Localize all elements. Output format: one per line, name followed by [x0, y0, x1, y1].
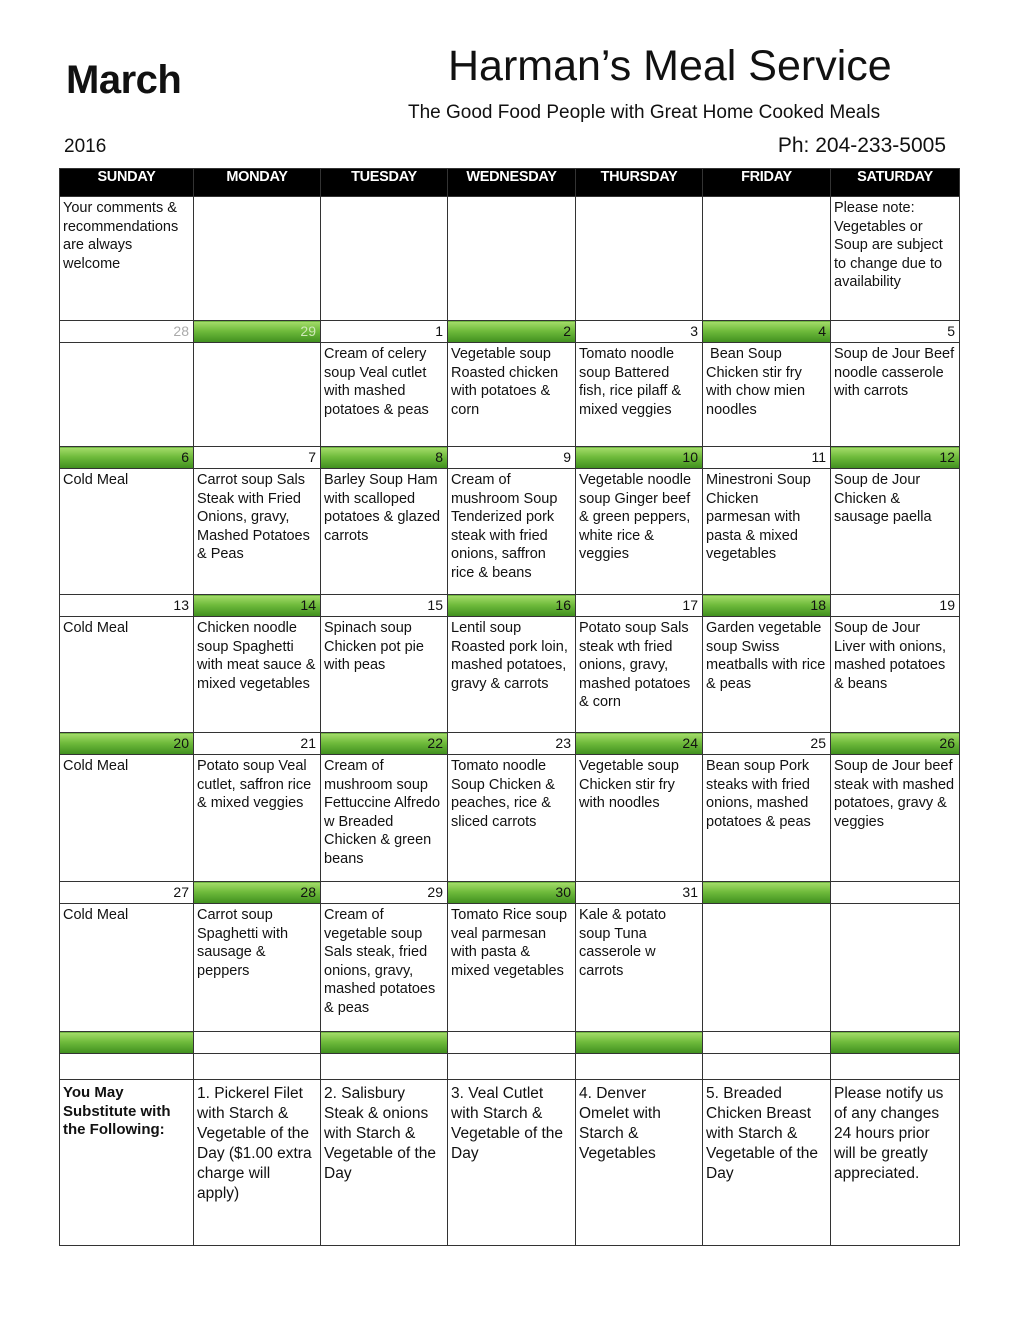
date-number: 29 — [321, 882, 448, 904]
empty-cell — [60, 1054, 194, 1080]
empty-cell — [194, 1054, 321, 1080]
date-number — [448, 1032, 576, 1054]
meal-cell: Cold Meal — [60, 755, 194, 882]
meal-cell: Cream of mushroom Soup Tenderized pork steak with fried onions, saffron rice & beans — [448, 469, 576, 595]
meal-cell: Tomato noodle Soup Chicken & peaches, rice & sliced carrots — [448, 755, 576, 882]
date-number: 31 — [576, 882, 703, 904]
empty-cell — [194, 197, 321, 321]
meal-cell: Vegetable soup Roasted chicken with potatoes & corn — [448, 343, 576, 447]
date-row — [60, 733, 960, 755]
date-number — [321, 1032, 448, 1054]
meal-cell: Cream of vegetable soup Sals steak, fried onions, gravy, mashed potatoes & peas — [321, 904, 448, 1032]
meal-cell: Carrot soup Spaghetti with sausage & peppers — [194, 904, 321, 1032]
date-number: 23 — [448, 733, 576, 755]
substitute-option-5: 5. Breaded Chicken Breast with Starch & Vegetable of the Day — [703, 1080, 831, 1246]
meal-cell: Cream of mushroom soup Fettuccine Alfredo w Breaded Chicken & green beans — [321, 755, 448, 882]
substitutes-label: You May Substitute with the Following: — [60, 1080, 194, 1246]
date-number: 15 — [321, 595, 448, 617]
day-header-monday: MONDAY — [194, 169, 321, 197]
meal-cell: Bean soup Pork steaks with fried onions, mashed potatoes & peas — [703, 755, 831, 882]
year-label: 2016 — [64, 136, 107, 157]
empty-cell — [576, 197, 703, 321]
meal-cell: Soup de Jour Beef noodle casserole with carrots — [831, 343, 960, 447]
date-number — [703, 1032, 831, 1054]
date-number: 24 — [576, 733, 703, 755]
date-number — [194, 1032, 321, 1054]
date-number: 11 — [703, 447, 831, 469]
meal-cell: Potato soup Veal cutlet, saffron rice & mixed veggies — [194, 755, 321, 882]
meal-cell: Chicken noodle soup Spaghetti with meat sauce & mixed vegetables — [194, 617, 321, 733]
meal-cell: Garden vegetable soup Swiss meatballs with rice & peas — [703, 617, 831, 733]
date-number: 10 — [576, 447, 703, 469]
intro-row — [60, 197, 960, 321]
date-number: 28 — [60, 321, 194, 343]
meal-cell — [60, 343, 194, 447]
day-header-friday: FRIDAY — [703, 169, 831, 197]
meal-cell: Potato soup Sals steak wth fried onions, gravy, mashed potatoes & corn — [576, 617, 703, 733]
date-number: 29 — [194, 321, 321, 343]
meal-cell — [194, 343, 321, 447]
meal-cell: Tomato noodle soup Battered fish, rice pilaff & mixed veggies — [576, 343, 703, 447]
date-number: 27 — [60, 882, 194, 904]
meal-row — [60, 343, 960, 447]
date-number: 25 — [703, 733, 831, 755]
substitute-option-2: 2. Salisbury Steak & onions with Starch & Vegetable of the Day — [321, 1080, 448, 1246]
date-number: 12 — [831, 447, 960, 469]
date-number — [703, 882, 831, 904]
day-header-saturday: SATURDAY — [831, 169, 960, 197]
meal-calendar — [59, 168, 960, 1246]
meal-cell: Vegetable noodle soup Ginger beef & green peppers, white rice & veggies — [576, 469, 703, 595]
date-number: 28 — [194, 882, 321, 904]
date-number: 20 — [60, 733, 194, 755]
date-number: 8 — [321, 447, 448, 469]
phone-number: Ph: 204-233-5005 — [777, 134, 946, 157]
date-number — [831, 882, 960, 904]
date-number: 16 — [448, 595, 576, 617]
meal-cell: Soup de Jour beef steak with mashed potatoes, gravy & veggies — [831, 755, 960, 882]
day-header-wednesday: WEDNESDAY — [448, 169, 576, 197]
date-number: 17 — [576, 595, 703, 617]
date-row — [60, 595, 960, 617]
day-header-sunday: SUNDAY — [60, 169, 194, 197]
meal-cell: Soup de Jour Liver with onions, mashed potatoes & beans — [831, 617, 960, 733]
date-number: 14 — [194, 595, 321, 617]
meal-cell: Cream of celery soup Veal cutlet with mashed potatoes & peas — [321, 343, 448, 447]
comments-note: Your comments & recommendations are always welcome — [60, 197, 194, 321]
date-number: 9 — [448, 447, 576, 469]
meal-row — [60, 755, 960, 882]
empty-cell — [703, 1054, 831, 1080]
date-number: 26 — [831, 733, 960, 755]
service-title: Harman’s Meal Service — [448, 42, 892, 90]
empty-cell — [831, 1054, 960, 1080]
availability-note: Please note: Vegetables or Soup are subject to change due to availability — [831, 197, 960, 321]
date-number: 7 — [194, 447, 321, 469]
date-number — [831, 1032, 960, 1054]
spacer-row — [60, 1054, 960, 1080]
meal-cell: Vegetable soup Chicken stir fry with noodles — [576, 755, 703, 882]
meal-cell: Soup de Jour Chicken & sausage paella — [831, 469, 960, 595]
date-number: 22 — [321, 733, 448, 755]
month-title: March — [66, 58, 182, 102]
empty-cell — [448, 1054, 576, 1080]
meal-row — [60, 617, 960, 733]
meal-cell: Cold Meal — [60, 469, 194, 595]
date-number: 2 — [448, 321, 576, 343]
date-number: 13 — [60, 595, 194, 617]
date-row — [60, 882, 960, 904]
date-number: 6 — [60, 447, 194, 469]
meal-cell: Kale & potato soup Tuna casserole w carrots — [576, 904, 703, 1032]
meal-cell: Minestroni Soup Chicken parmesan with pasta & mixed vegetables — [703, 469, 831, 595]
date-number: 18 — [703, 595, 831, 617]
meal-cell: Spinach soup Chicken pot pie with peas — [321, 617, 448, 733]
meal-cell: Cold Meal — [60, 904, 194, 1032]
meal-cell: Lentil soup Roasted pork loin, mashed potatoes, gravy & carrots — [448, 617, 576, 733]
substitutes-row — [60, 1080, 960, 1246]
empty-cell — [321, 197, 448, 321]
meal-cell — [831, 904, 960, 1032]
date-row — [60, 321, 960, 343]
tagline: The Good Food People with Great Home Cooked Meals — [408, 102, 881, 123]
day-header-thursday: THURSDAY — [576, 169, 703, 197]
weekday-header-row — [60, 169, 960, 197]
meal-row — [60, 904, 960, 1032]
date-number: 30 — [448, 882, 576, 904]
date-row — [60, 1032, 960, 1054]
date-number: 3 — [576, 321, 703, 343]
date-number: 4 — [703, 321, 831, 343]
substitute-option-4: 4. Denver Omelet with Starch & Vegetables — [576, 1080, 703, 1246]
date-number: 5 — [831, 321, 960, 343]
date-number: 21 — [194, 733, 321, 755]
meal-cell: Tomato Rice soup veal parmesan with pasta & mixed vegetables — [448, 904, 576, 1032]
notify-note: Please notify us of any changes 24 hours prior will be greatly appreciated. — [831, 1080, 960, 1246]
date-number — [60, 1032, 194, 1054]
meal-cell: Bean Soup Chicken stir fry with chow mien noodles — [703, 343, 831, 447]
date-number — [576, 1032, 703, 1054]
empty-cell — [321, 1054, 448, 1080]
empty-cell — [448, 197, 576, 321]
empty-cell — [703, 197, 831, 321]
meal-cell: Carrot soup Sals Steak with Fried Onions, gravy, Mashed Potatoes & Peas — [194, 469, 321, 595]
meal-cell: Barley Soup Ham with scalloped potatoes & glazed carrots — [321, 469, 448, 595]
substitute-option-3: 3. Veal Cutlet with Starch & Vegetable of the Day — [448, 1080, 576, 1246]
empty-cell — [576, 1054, 703, 1080]
meal-cell: Cold Meal — [60, 617, 194, 733]
substitute-option-1: 1. Pickerel Filet with Starch & Vegetable of the Day ($1.00 extra charge will apply) — [194, 1080, 321, 1246]
date-number: 19 — [831, 595, 960, 617]
date-number: 1 — [321, 321, 448, 343]
date-row — [60, 447, 960, 469]
meal-cell — [703, 904, 831, 1032]
meal-row — [60, 469, 960, 595]
day-header-tuesday: TUESDAY — [321, 169, 448, 197]
